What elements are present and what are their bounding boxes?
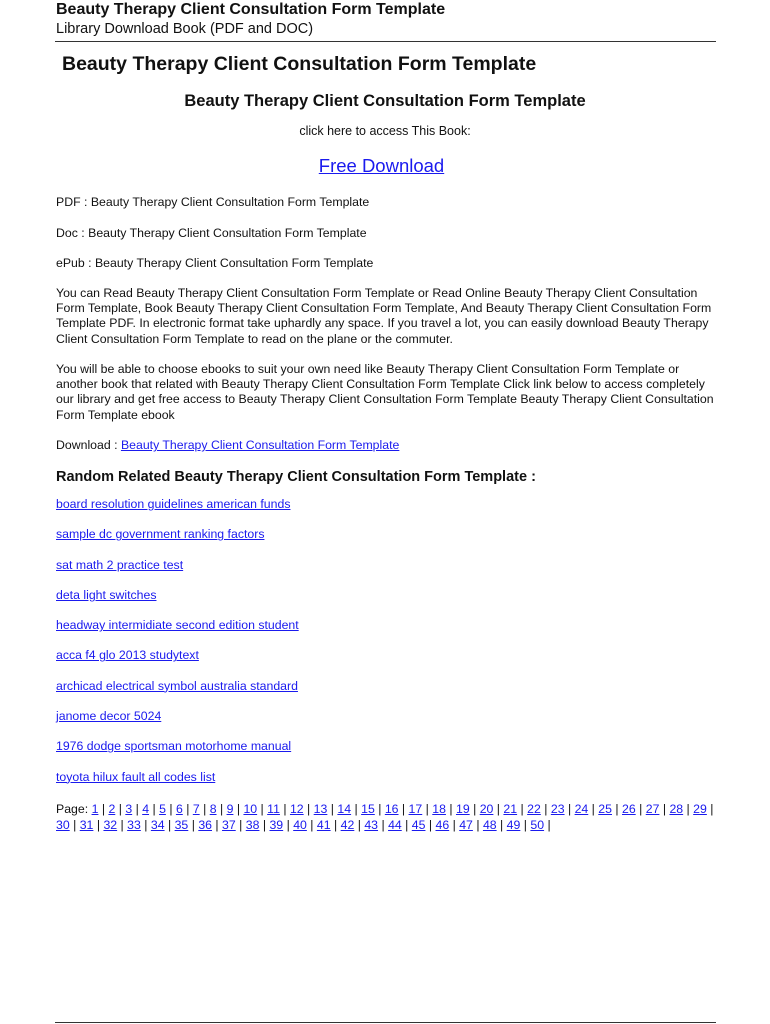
page-separator: | bbox=[496, 817, 507, 832]
page-link[interactable]: 3 bbox=[125, 802, 133, 816]
page-separator: | bbox=[378, 817, 389, 832]
page-link[interactable]: 24 bbox=[574, 802, 589, 816]
page-separator: | bbox=[259, 817, 270, 832]
format-doc: Doc : Beauty Therapy Client Consultation Form Template bbox=[56, 226, 367, 240]
access-prompt: click here to access This Book: bbox=[299, 124, 471, 138]
related-link[interactable]: sample dc government ranking factors bbox=[56, 527, 265, 542]
page-separator: | bbox=[354, 817, 365, 832]
page-link[interactable]: 39 bbox=[269, 817, 284, 832]
page-separator: | bbox=[611, 802, 623, 816]
related-link[interactable]: headway intermidiate second edition student bbox=[56, 618, 299, 633]
pagination-label: Page: bbox=[56, 802, 92, 816]
page-link[interactable]: 18 bbox=[432, 802, 446, 816]
list-item bbox=[56, 497, 299, 527]
page-separator: | bbox=[635, 802, 646, 816]
related-link[interactable]: sat math 2 practice test bbox=[56, 557, 184, 572]
page-link[interactable]: 41 bbox=[316, 817, 331, 832]
page-separator: | bbox=[93, 817, 104, 832]
page-link[interactable]: 1 bbox=[91, 802, 99, 816]
format-epub: ePub : Beauty Therapy Client Consultation Form Template bbox=[56, 256, 374, 270]
related-link[interactable]: archicad electrical symbol australia standard bbox=[56, 678, 298, 693]
related-link[interactable]: janome decor 5024 bbox=[56, 709, 162, 724]
list-item bbox=[56, 709, 299, 739]
description-paragraph-1: You can Read Beauty Therapy Client Consultation Form Template or Read Online Beauty Therapy Client Consultation Form Template, Book Beauty Therapy Client Consultation Form Template, And Beauty Therapy Client Consultation Form Template PDF. In electronic format take uphardly any space. If you travel a lot, you can easily download Beauty Therapy Client Consultation Form Template to read on the plane or the commuter. bbox=[56, 286, 712, 346]
page-separator: | bbox=[449, 817, 460, 832]
page-separator: | bbox=[306, 817, 317, 832]
related-link[interactable]: toyota hilux fault all codes list bbox=[56, 769, 216, 784]
page-link[interactable]: 42 bbox=[340, 817, 355, 832]
header-subtitle: Library Download Book (PDF and DOC) bbox=[56, 21, 314, 37]
page-separator: | bbox=[164, 817, 175, 832]
page-separator: | bbox=[216, 802, 227, 816]
page-link[interactable]: 34 bbox=[150, 817, 165, 832]
list-item bbox=[56, 558, 299, 588]
free-download-link[interactable]: Free Download bbox=[318, 155, 445, 176]
page-link[interactable]: 28 bbox=[669, 802, 684, 816]
related-link[interactable]: 1976 dodge sportsman motorhome manual bbox=[56, 739, 292, 754]
page-link[interactable]: 23 bbox=[550, 802, 565, 816]
list-item bbox=[56, 679, 299, 709]
page-link[interactable]: 29 bbox=[693, 802, 707, 816]
format-pdf: PDF : Beauty Therapy Client Consultation Form Template bbox=[56, 195, 370, 209]
related-links-list bbox=[56, 497, 299, 800]
page-separator: | bbox=[98, 802, 109, 816]
related-link[interactable]: acca f4 glo 2013 studytext bbox=[56, 648, 199, 663]
page-separator: | bbox=[257, 802, 268, 816]
page-link[interactable]: 31 bbox=[79, 817, 94, 832]
page-link[interactable]: 9 bbox=[226, 802, 234, 816]
page-separator: | bbox=[520, 817, 531, 832]
page-separator: | bbox=[659, 802, 670, 816]
list-item bbox=[56, 588, 299, 618]
page-separator: | bbox=[374, 802, 385, 816]
list-item bbox=[56, 770, 299, 800]
page-separator: | bbox=[398, 802, 409, 816]
page-separator: | bbox=[517, 802, 528, 816]
page-separator: | bbox=[115, 802, 126, 816]
page-separator: | bbox=[706, 802, 714, 816]
page-separator: | bbox=[283, 817, 294, 832]
page-separator: | bbox=[140, 817, 151, 832]
page-link[interactable]: 48 bbox=[482, 817, 497, 832]
free-download-block bbox=[0, 155, 763, 177]
page-separator: | bbox=[165, 802, 176, 816]
page-separator: | bbox=[233, 802, 244, 816]
page-link[interactable]: 16 bbox=[384, 802, 399, 816]
page-link[interactable]: 7 bbox=[192, 802, 200, 816]
page-separator: | bbox=[279, 802, 290, 816]
main-title: Beauty Therapy Client Consultation Form Template bbox=[62, 53, 537, 75]
page-separator: | bbox=[327, 802, 338, 816]
page-link[interactable]: 4 bbox=[142, 802, 150, 816]
page-separator: | bbox=[132, 802, 143, 816]
download-link[interactable]: Beauty Therapy Client Consultation Form Template bbox=[120, 438, 400, 452]
page-link[interactable]: 32 bbox=[103, 817, 118, 832]
page-link[interactable]: 33 bbox=[127, 817, 141, 832]
page-separator: | bbox=[540, 802, 551, 816]
page-link[interactable]: 27 bbox=[645, 802, 660, 816]
download-line bbox=[56, 438, 399, 452]
page-separator: | bbox=[235, 817, 246, 832]
header-divider bbox=[55, 41, 716, 42]
list-item bbox=[56, 618, 299, 648]
page-separator: | bbox=[401, 817, 412, 832]
page-link[interactable]: 43 bbox=[364, 817, 379, 832]
page-link[interactable]: 44 bbox=[388, 817, 402, 832]
page-separator: | bbox=[69, 817, 80, 832]
page-separator: | bbox=[149, 802, 160, 816]
page-separator: | bbox=[182, 802, 193, 816]
page-link[interactable]: 38 bbox=[245, 817, 260, 832]
page-separator: | bbox=[683, 802, 694, 816]
page-link[interactable]: 12 bbox=[289, 802, 304, 816]
page-separator: | bbox=[564, 802, 575, 816]
page-separator: | bbox=[199, 802, 210, 816]
list-item bbox=[56, 739, 299, 769]
page-separator: | bbox=[445, 802, 456, 816]
page-separator: | bbox=[493, 802, 504, 816]
page-separator: | bbox=[117, 817, 128, 832]
sub-title: Beauty Therapy Client Consultation Form Template bbox=[184, 92, 586, 110]
page-separator: | bbox=[422, 802, 433, 816]
page-link[interactable]: 40 bbox=[293, 817, 307, 832]
page-link[interactable]: 47 bbox=[459, 817, 473, 832]
page-separator: | bbox=[188, 817, 199, 832]
page-link[interactable]: 13 bbox=[313, 802, 328, 816]
page-link[interactable]: 14 bbox=[337, 802, 352, 816]
page-link[interactable]: 17 bbox=[408, 802, 423, 816]
page-separator: | bbox=[425, 817, 436, 832]
page-link[interactable]: 49 bbox=[506, 817, 521, 832]
page-separator: | bbox=[303, 802, 314, 816]
page-separator: | bbox=[588, 802, 599, 816]
page-link[interactable]: 10 bbox=[243, 802, 258, 816]
page-link[interactable]: 15 bbox=[361, 802, 375, 816]
page-link[interactable]: 36 bbox=[198, 817, 212, 832]
page-separator: | bbox=[469, 802, 480, 816]
page-link[interactable]: 26 bbox=[622, 802, 636, 816]
page-separator: | bbox=[212, 817, 223, 832]
page-separator: | bbox=[472, 817, 483, 832]
page-separator: | bbox=[330, 817, 341, 832]
page-separator: | bbox=[351, 802, 362, 816]
page-link[interactable]: 35 bbox=[174, 817, 189, 832]
page-link[interactable]: 25 bbox=[598, 802, 612, 816]
page-link[interactable]: 21 bbox=[503, 802, 518, 816]
page-link[interactable]: 45 bbox=[411, 817, 426, 832]
list-item bbox=[56, 527, 299, 557]
page-link[interactable]: 19 bbox=[455, 802, 470, 816]
page-link[interactable]: 2 bbox=[108, 802, 116, 816]
page-link[interactable]: 22 bbox=[527, 802, 541, 816]
page-link[interactable]: 46 bbox=[435, 817, 450, 832]
page-link[interactable]: 30 bbox=[56, 817, 70, 832]
page-link[interactable]: 6 bbox=[175, 802, 183, 816]
related-heading: Random Related Beauty Therapy Client Consultation Form Template : bbox=[56, 469, 536, 485]
page-link[interactable]: 37 bbox=[222, 817, 236, 832]
page-separator: | bbox=[544, 817, 551, 832]
page-link[interactable]: 11 bbox=[267, 802, 280, 816]
related-link[interactable]: board resolution guidelines american funds bbox=[56, 497, 291, 511]
pagination bbox=[56, 802, 724, 833]
download-label: Download : bbox=[56, 438, 121, 452]
page-link[interactable]: 8 bbox=[209, 802, 217, 816]
page-link[interactable]: 5 bbox=[159, 802, 166, 816]
description-paragraph-2: You will be able to choose ebooks to suit your own need like Beauty Therapy Client Consultation Form Template or another book that related with Beauty Therapy Client Consultation Form Template Click link below to access completely our library and get free access to Beauty Therapy Client Consultation Form Template Beauty Therapy Client Consultation Form Template ebook bbox=[56, 362, 714, 422]
footer-divider bbox=[55, 1022, 716, 1023]
page-link[interactable]: 50 bbox=[530, 817, 545, 832]
page-link[interactable]: 20 bbox=[479, 802, 494, 816]
related-link[interactable]: deta light switches bbox=[56, 587, 157, 602]
header-title: Beauty Therapy Client Consultation Form Template bbox=[56, 1, 446, 18]
list-item bbox=[56, 648, 299, 678]
